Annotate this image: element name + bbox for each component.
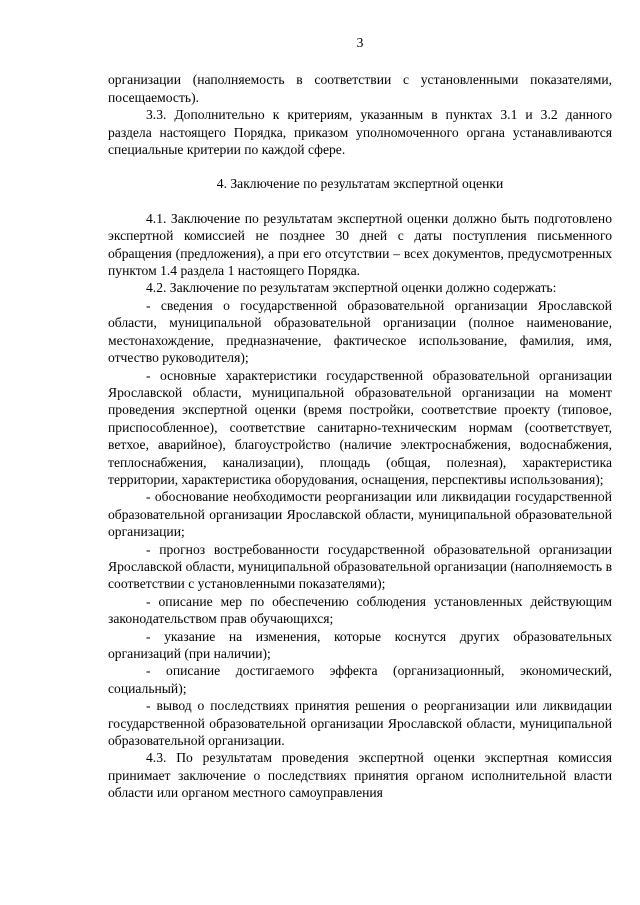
list-item: - обоснование необходимости реорганизации или ликвидации государственной образовательной организации Ярославской области, муниципальной образовательной организации; [108, 489, 612, 540]
list-item: - описание достигаемого эффекта (организационный, экономический, социальный); [108, 663, 612, 696]
section-heading: 4. Заключение по результатам экспертной оценки [216, 176, 504, 192]
list-item: - описание мер по обеспечению соблюдения установленных действующим законодательством прав обучающихся; [108, 593, 612, 627]
paragraph-4-2: 4.2. Заключение по результатам экспертной оценки должно содержать: [146, 280, 557, 296]
page-number: 3 [356, 35, 364, 50]
paragraph-continuation: организации (наполняемость в соответствии с установленными показателями, посещаемость). [108, 72, 612, 105]
paragraph-3-3: 3.3. Дополнительно к критериям, указанным в пунктах 3.1 и 3.2 данного раздела настоящего Порядка, приказом уполномоченного органа устанавливаются специальные критерии по каждой сфере. [108, 107, 612, 158]
list-item: - указание на изменения, которые коснутся других образовательных организаций (при наличии); [108, 628, 612, 661]
document-page [108, 34, 612, 802]
list-item: - сведения о государственной образовательной организации Ярославской области, муниципальной образовательной организации (полное наименование, местонахождение, предназначение, фактическое использование, фамилия, имя, отчество руководителя); [108, 297, 612, 366]
list-item: - прогноз востребованности государственной образовательной организации Ярославской области, муниципальной образовательной организации (наполняемость в соответствии с установленными показателями); [108, 541, 612, 592]
list-item: - вывод о последствиях принятия решения о реорганизации или ликвидации государственной образовательной организации Ярославской области, муниципальной образовательной организации. [108, 698, 612, 749]
paragraph-4-3: 4.3. По результатам проведения экспертной оценки экспертная комиссия принимает заключение о последствиях принятия органом исполнительной власти области или органом местного самоуправления [108, 750, 612, 801]
paragraph-4-1: 4.1. Заключение по результатам экспертной оценки должно быть подготовлено экспертной комиссией не позднее 30 дней с даты поступления письменного обращения (предложения), а при его отсутствии – всех документов, предусмотренных пунктом 1.4 раздела 1 настоящего Порядка. [108, 210, 612, 279]
list-item: - основные характеристики государственной образовательной организации Ярославской области, муниципальной образовательной организации на момент проведения экспертной оценки (время постройки, соответствие проекту (типовое, приспособленное), соответствие санитарно-техническим нормам (соответствует, ветхое, аварийное), благоустройство (наличие электроснабжения, водоснабжения, теплоснабжения, канализации), площадь (общая, полезная), характеристика территории, характеристика оборудования, оснащения, перспективы использования); [108, 367, 612, 487]
